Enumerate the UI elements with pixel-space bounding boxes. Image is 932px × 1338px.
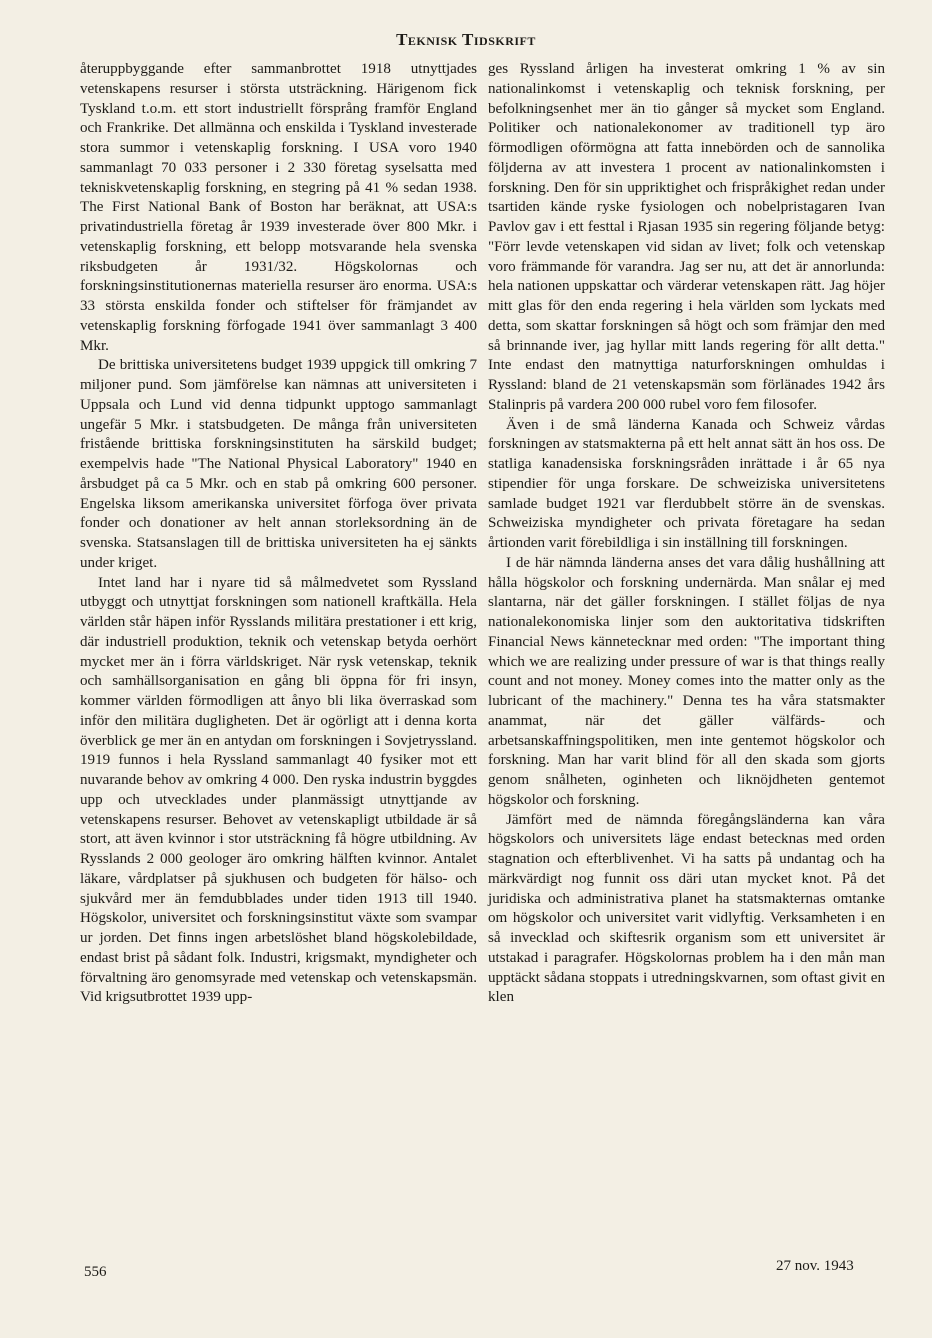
paragraph: Även i de små länderna Kanada och Schweiz vårdas forskningen av statsmakterna på ett helt annat sätt än hos oss. De statliga kanadensiska forskningsråden inrättade i år 65 nya stipendier för unga forskare. De schweiziska universitetens samlade budget 1921 var flerdubbelt större än de svenskas. Schweiziska myndigheter och privata företagare ha sedan årtionden varit förebildliga i sin inställning till forskningen. (488, 416, 885, 551)
paragraph: I de här nämnda länderna anses det vara dålig hushållning att hålla högskolor och forskning undernärda. Man snålar ej med slantarna, när det gäller forskningen. I stället följas de nya nationalekonomiska linjer som den auktoritativa tidskriften Financial News kännetecknar med orden: "The important thing which we are realizing under pressure of war is that things really count and not money. Money comes into the matter only as the lubricant of the machinery." Denna tes ha våra statsmakter anammat, när det gäller välfärds- och arbetsanskaffningspolitiken, men inte gentemot högskolor och forskning. Man har varit blind för all den skada som gjorts genom snålheten, oginheten och liknöjdheten gentemot högskolor och forskning. (488, 554, 885, 808)
paragraph: De brittiska universitetens budget 1939 uppgick till omkring 7 miljoner pund. Som jämförelse kan nämnas att universiteten i Uppsala och Lund vid denna tidpunkt upptogo sammanlagt ungefär 5 Mkr. i statsbudgeten. De många från universiteten fristående brittiska forskningsinstituten ha särskild budget; exempelvis hade "The National Physical Laboratory" 1940 en årsbudget på ca 5 Mkr. och en stab på omkring 600 personer. Engelska liksom amerikanska universitet förfoga över privata fonder och donationer av helt annan storleksordning än de svenska. Statsanslagen till de brittiska universiteten ha ej sänkts under kriget. (80, 357, 477, 571)
running-header: Teknisk Tidskrift (396, 30, 536, 49)
paragraph: ges Ryssland årligen ha investerat omkring 1 % av sin nationalinkomst i vetenskaplig och teknisk forskning, per befolkningsenhet mer än tio gånger så mycket som England. Politiker och nationalekonomer av traditionell typ äro förmodligen oförmögna att fatta innebörden och de sannolika följderna av att investera 1 procent av nationalinkomsten i forskning. Den för sin uppriktighet och frispråkighet redan under tsartiden kände ryske fysiologen och nobelpristagaren Ivan Pavlov gav i ett festtal i Rjasan 1935 sin regering följande betyg: "Förr levde vetenskapen vid sidan av livet; folk och vetenskap voro främmande för varandra. Jag ser nu, att det är annorlunda: hela nationen uppskattar och värderar vetenskapen rätt. Jag höjer mitt glas för den enda regering i hela världen som lyckats med detta, som skattar forskningen så högt och som främjar den med så brinnande iver, jag hyllar mitt lands regering för allt detta." Inte endast den matnyttiga naturforskningen omhuldas i Ryssland: bland de 21 vetenskapsmän som förlänades 1942 års Stalinpris på vardera 200 000 rubel voro fem filosofer. (488, 61, 885, 413)
paragraph: Intet land har i nyare tid så målmedvetet som Ryssland utbyggt och utnyttjat forskningen som nationell kraftkälla. Hela världen står häpen inför Rysslands militära prestationer i ett krig, där industriell produktion, teknik och vetenskap betyda oerhört mycket mer än i förra världskriget. När rysk vetenskap, teknik och samhällsorganisation en gång bli öppna för fri insyn, kommer världen förmodligen att ånyo bli lika överraskad som inför den militära dugligheten. Det är ogörligt att i denna korta överblick ge mer än en antydan om forskningen i Sovjetryssland. 1919 funnos i hela Ryssland sammanlagt 40 fysiker mot ett nuvarande behov av omkring 4 000. Den ryska industrin byggdes upp och utvecklades under planmässigt utnyttjande av vetenskapens resurser. Behovet av vetenskapligt utbildade är så stort, att även kvinnor i stor utsträckning få högre utbildning. Av Rysslands 2 000 geologer äro omkring hälften kvinnor. Antalet läkare, vårdplatser på sjukhusen och budgeten för hälso- och sjukvård mer än femdubblades under tiden 1913 till 1940. Högskolor, universitet och forskningsinstitut växte som svampar ur jorden. Det finns ingen arbetslöshet bland högskolebildade, endast brist på sådant folk. Industri, krigsmakt, myndigheter och förvaltning äro genomsyrade med vetenskap och vetenskapsmän. Vid krigsutbrottet 1939 upp- (80, 574, 477, 1006)
page-number: 556 (84, 1264, 107, 1280)
paragraph: återuppbyggande efter sammanbrottet 1918 utnyttjades vetenskapens resurser i största utsträckning. Härigenom fick Tyskland t.o.m. ett stort industriellt försprång framför England och Frankrike. Det allmänna och enskilda i Tyskland investerade stora summor i vetenskaplig forskning. I USA voro 1940 sammanlagt 70 033 personer i 2 330 företag syselsatta med tekniskvetenskaplig forskning, en stegring på 41 % sedan 1938. The First National Bank of Boston har beräknat, att USA:s privatindustriella företag år 1939 investerade över 800 Mkr. i vetenskaplig forskning, ett belopp motsvarande hela svenska riksbudgeten år 1931/32. Högskolornas och forskningsinstitutionernas materiella resurser äro enorma. USA:s 33 största enskilda fonder och stiftelser för främjandet av vetenskaplig forskning förfogade 1941 över sammanlagt 3 400 Mkr. (80, 61, 477, 354)
left-column (80, 60, 477, 1008)
issue-date: 27 nov. 1943 (776, 1258, 854, 1274)
right-column (488, 60, 885, 1008)
paragraph: Jämfört med de nämnda föregångsländerna kan våra högskolors och universitets läge endast betecknas med orden stagnation och efterblivenhet. Vi ha satts på undantag och ha märkvärdigt nog funnit oss däri utan mycket knot. På det juridiska och administrativa planet ha statsmakternas omtanke om högskolor och universitet varit vidlyftig. Verksamheten i en så invecklad och skiftesrik organism som ett universitet är utstakad i paragrafer. Högskolornas problem ha i den mån man upptäckt sådana stoppats i utredningskvarnen, som oftast givit en klen (488, 811, 885, 1006)
